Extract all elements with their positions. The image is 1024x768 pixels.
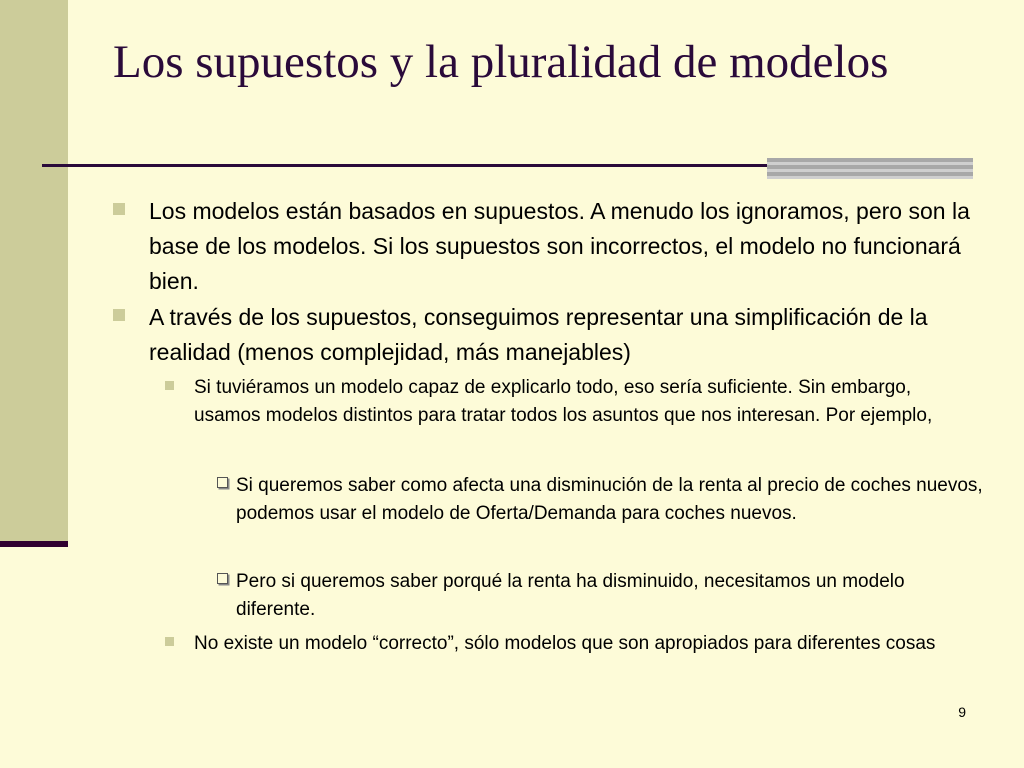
checkbox-bullet-icon — [217, 573, 228, 584]
bullet-level2 — [165, 374, 965, 430]
bullet-level1 — [113, 194, 993, 299]
square-bullet-icon — [113, 309, 125, 321]
square-bullet-icon — [113, 203, 125, 215]
bullet-text: Los modelos están basados en supuestos. A menudo los ignoramos, pero son la base de los modelos. Si los supuestos son incorrectos, el modelo no funcionará bien. — [149, 198, 970, 294]
bullet-text: A través de los supuestos, conseguimos representar una simplificación de la realidad (menos complejidad, más manejables) — [149, 304, 928, 365]
bullet-text: Pero si queremos saber porqué la renta ha disminuido, necesitamos un modelo diferente. — [236, 571, 905, 620]
bullet-text: Si queremos saber como afecta una disminución de la renta al precio de coches nuevos, podemos usar el modelo de Oferta/Demanda para coches nuevos. — [236, 475, 983, 524]
bullet-level3 — [217, 568, 977, 624]
title-divider-accent — [767, 158, 973, 179]
left-decor-rule — [0, 541, 68, 547]
bullet-level1 — [113, 300, 1013, 370]
slide-number: 9 — [958, 704, 966, 720]
bullet-level2 — [165, 630, 945, 658]
square-bullet-icon — [165, 381, 174, 390]
square-bullet-icon — [165, 637, 174, 646]
bullet-text: Si tuviéramos un modelo capaz de explicarlo todo, eso sería suficiente. Sin embargo, usamos modelos distintos para tratar todos los asuntos que nos interesan. Por ejemplo, — [194, 377, 933, 426]
bullet-text: No existe un modelo “correcto”, sólo modelos que son apropiados para diferentes cosas — [194, 633, 936, 654]
left-decor-band — [0, 0, 68, 541]
bullet-level3 — [217, 472, 997, 528]
checkbox-bullet-icon — [217, 477, 228, 488]
slide-title: Los supuestos y la pluralidad de modelos — [113, 36, 889, 88]
